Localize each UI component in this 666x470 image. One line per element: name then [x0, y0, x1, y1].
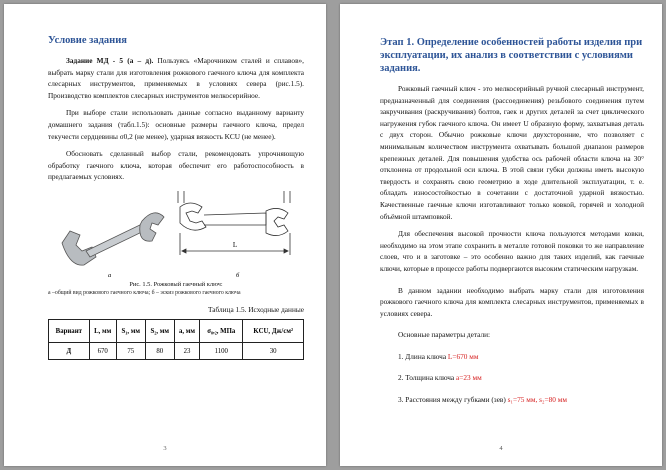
page-4-content [380, 36, 644, 416]
table-header-cell: σ₀,₂, МПа [200, 320, 243, 343]
dimension-L-label: L [232, 240, 238, 249]
table-cell: 75 [116, 343, 145, 360]
list-item-value: s₁=75 мм, s₂=80 мм [507, 395, 567, 405]
paragraph-task [48, 55, 304, 101]
task-text: Пользуясь «Марочником сталей и сплавов», выбрать марку стали для изготовления рожкового гаечного ключа для комплекта слесарных инструментов, применяемых в условиях севера (рис.1.5). Производство комплектов слесарных инструментов мелкосерийное. [48, 56, 305, 100]
table-cell: Д [49, 343, 90, 360]
list-item [380, 394, 644, 406]
source-data-table [48, 319, 304, 360]
list-item-label: 3. Расстояния между губками (зев) [398, 395, 508, 405]
section-heading-stage-1: Этап 1. Определение особенностей работы изделия при эксплуатации, их анализ в соответствии с условиями задания. [380, 37, 643, 74]
wrench-illustration [48, 189, 304, 281]
page-number: 3 [163, 445, 167, 452]
table-header-cell: S₂, мм [145, 320, 174, 343]
list-item-label: 1. Длина ключа [398, 351, 448, 361]
paragraph-justify: Обосновать сделанный выбор стали, рекомендовать упрочняющую обработку гаечного ключа, которая обеспечит его работоспособность в предлагаемых условиях. [48, 149, 304, 182]
table-row [49, 343, 304, 360]
page-3-content [48, 34, 304, 360]
section-heading-task: Условие задания [48, 35, 127, 46]
list-item [380, 372, 644, 384]
table-cell: 30 [243, 343, 304, 360]
page-4 [340, 4, 662, 466]
wrench-figure [48, 189, 304, 281]
table-header-cell: L, мм [89, 320, 116, 343]
paragraph-parameters: Основные параметры детали: [398, 330, 491, 340]
table-cell: 670 [89, 343, 116, 360]
table-header-cell: a, мм [174, 320, 199, 343]
table-cell: 80 [145, 343, 174, 360]
figure-caption: Рис. 1.5. Рожковый гаечный ключ: [129, 280, 223, 288]
table-cell: 23 [174, 343, 199, 360]
list-item-label: 2. Толщина ключа [398, 373, 456, 383]
table-cell: 1100 [200, 343, 243, 360]
table-title: Таблица 1.5. Исходные данные [207, 305, 304, 315]
list-item-value: a=23 мм [455, 373, 482, 383]
paragraph-wrench-description: Рожковый гаечный ключ - это мелкосерийный ручной слесарный инструмент, предназначенный для соединения (рассоединения) резьбового соединения путем закручивания (раскручивания) болтов, гаек и других деталей за счет циклического нагружения губок гаечного ключа. Он имеет U образную форму, захватывая деталь с двух сторон. Обычно рожковые ключи двухсторонние, что позволяет с минимальным количеством инструмента охватывать большой диапазон размеров крепежных деталей. Для повышения удобства ось рабочей области ключа на 30° отклонена от продольной оси ключа. В этой связи губки должны иметь высокую твердость и сохранять свою геометрию в ходе длительной эксплуатации, т. е. обладать износостойкостью в сочетании с достаточной ударной вязкостью. Качественные гаечные ключи изготавливают только ковкой, горячей и холодной объёмной штамповкой. [380, 84, 644, 221]
table-header-cell: Вариант [49, 320, 90, 343]
table-header-cell: KCU, Дж/см² [243, 320, 304, 343]
page-number: 4 [499, 445, 503, 452]
paragraph-assignment: В данном задании необходимо выбрать марку стали для изготовления рожкового гаечного ключа для комплекта слесарных инструментов, применяемых в условиях севера. [380, 285, 644, 318]
fig-label-b: б [236, 271, 240, 279]
task-id: Задание МД - 5 (а – д). [66, 56, 154, 65]
wrench-photo-icon [62, 213, 164, 265]
list-item [380, 351, 644, 363]
page-3 [4, 4, 326, 466]
table-header-row [49, 320, 304, 343]
table-header-cell: S₁, мм [116, 320, 145, 343]
parameters-list [380, 351, 644, 406]
paragraph-forging: Для обеспечения высокой прочности ключа пользуются методами ковки, необходимо на этом этапе сохранить в металле готовой поковки то же направление слоев, что и в заготовке – это особенно важно для таких изделий, как гаечные ключи, которые в процессе работы подвергаются высоким статическим нагрузкам. [380, 229, 644, 273]
figure-subcaption: а –общий вид рожкового гаечного ключа; б – эскиз рожкового гаечного ключа [48, 290, 241, 297]
list-item-value: L=670 мм [447, 351, 479, 361]
paragraph-steel-choice: При выборе стали использовать данные согласно выданному варианту домашнего задания (табл.1.5): основные размеры гаечного ключа, предел текучести сердцевины σ0,2 (не менее), ударная вязкость KCU (не менее). [48, 108, 304, 141]
fig-label-a: а [108, 271, 112, 279]
